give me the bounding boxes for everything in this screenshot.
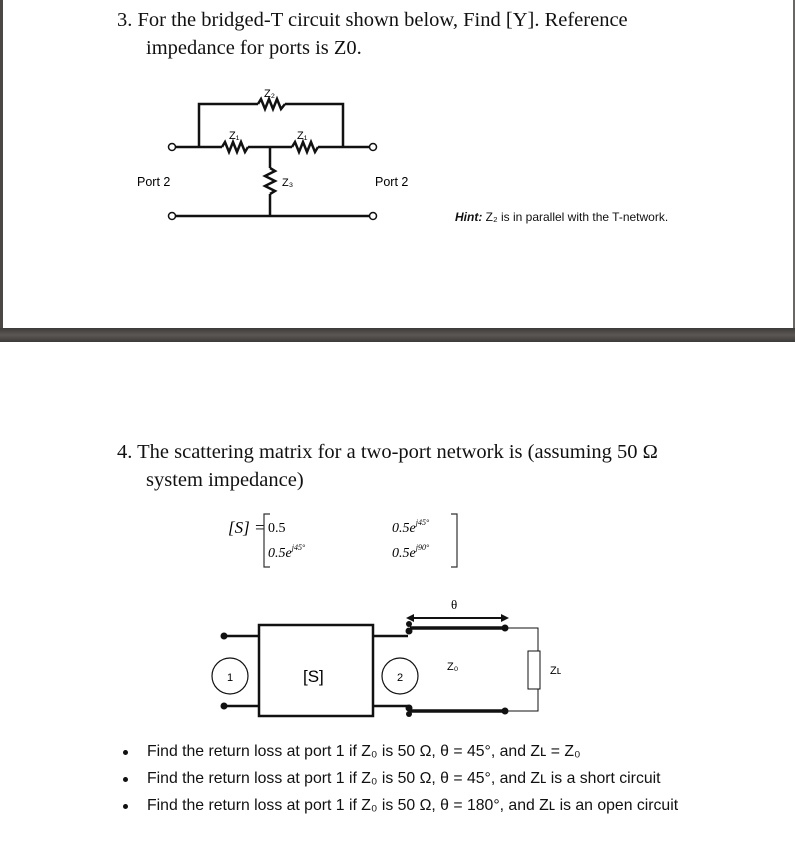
q3-line2: impedance for ports is Z0. <box>146 37 362 59</box>
s-block-label: [S] <box>303 667 324 686</box>
s-matrix <box>228 514 457 567</box>
hint-label: Hint: <box>455 210 483 224</box>
resistor-z1-right <box>292 142 318 152</box>
terminal <box>169 213 176 220</box>
port2-label: 2 <box>397 672 404 684</box>
port1-label: 1 <box>227 672 234 684</box>
label-z2: Z₂ <box>264 88 275 100</box>
question-4 <box>117 438 658 494</box>
terminal <box>370 213 377 220</box>
label-z1-right: Z₁ <box>297 130 308 142</box>
zl-label: Zʟ <box>550 665 562 677</box>
matrix-lhs: [S] = <box>228 518 266 537</box>
bridged-t-circuit <box>169 99 377 220</box>
resistor-z2 <box>258 99 285 109</box>
label-z1-left: Z₁ <box>229 130 240 142</box>
list-item: Find the return loss at port 1 if Z₀ is 50 Ω, θ = 45°, and Zʟ is a short circuit <box>123 765 678 792</box>
port-right-label: Port 2 <box>375 175 409 189</box>
arrow-head-right <box>501 614 509 622</box>
label-z3: Z₃ <box>282 177 294 189</box>
terminal <box>370 144 377 151</box>
resistor-z3 <box>265 168 275 194</box>
terminals <box>221 621 509 717</box>
z0-label: Z₀ <box>447 661 459 673</box>
s22: $0.5e^{j90^\circ}$ <box>392 543 430 561</box>
load-zl <box>528 651 540 689</box>
resistor-z1-left <box>222 142 248 152</box>
s11: 0.5 <box>268 521 286 536</box>
port-left-label: Port 2 <box>137 175 171 189</box>
q4-line1: 4. The scattering matrix for a two-port network is (assuming 50 Ω <box>117 441 658 463</box>
arrow-head-left <box>406 614 414 622</box>
theta-label: θ <box>451 597 458 612</box>
list-item: Find the return loss at port 1 if Z₀ is 50 Ω, θ = 180°, and Zʟ is an open circuit <box>123 792 678 819</box>
bracket-right <box>451 514 457 567</box>
hint-text: Z₂ is in parallel with the T-network. <box>482 210 669 224</box>
terminal <box>169 144 176 151</box>
s12: $0.5e^{j45^\circ}$ <box>392 518 430 536</box>
hint <box>455 210 668 224</box>
q4-line2: system impedance) <box>146 469 304 491</box>
question-list <box>123 738 678 819</box>
q3-line1: 3. For the bridged-T circuit shown below, Find [Y]. Reference <box>117 9 628 31</box>
list-item: Find the return loss at port 1 if Z₀ is 50 Ω, θ = 45°, and Zʟ = Z₀ <box>123 738 678 765</box>
s21: $0.5e^{j45^\circ}$ <box>268 543 306 561</box>
two-port-circuit <box>212 618 540 716</box>
